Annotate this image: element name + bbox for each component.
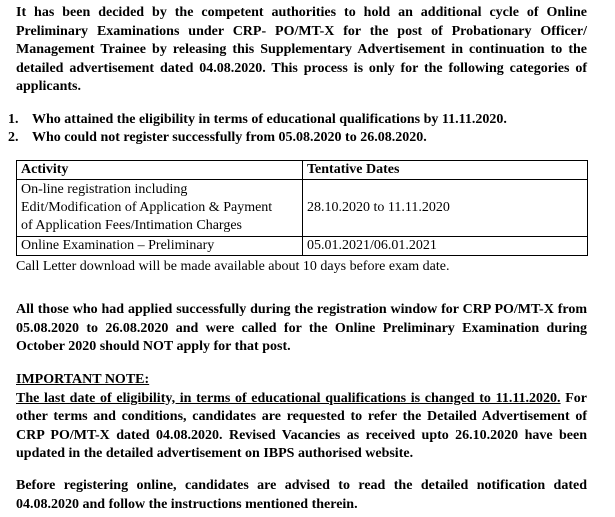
- table-header-row: [17, 161, 588, 180]
- important-note-text: For other terms and conditions, candidates are requested to refer the Detailed Advertisement of CRP PO/MT-X dated 04.08.2020. Revised Vacancies as received upto 26.10.2020 have been updated in the detailed advertisement on IBPS authorised website.: [16, 390, 588, 461]
- list-item-text: Who could not register successfully from 05.08.2020 to 26.08.2020.: [32, 130, 427, 145]
- intro-paragraph: It has been decided by the competent authorities to hold an additional cycle of Online Preliminary Examinations under CRP- PO/MT-X for the post of Probationary Officer/ Management Trainee by releasing this Supplementary Advertisement in continuation to the detailed advertisement dated 04.08.2020. This process is only for the following categories of applicants.: [16, 5, 587, 94]
- important-note: [16, 371, 587, 464]
- list-item: [8, 111, 588, 129]
- applicant-categories-list: [8, 111, 588, 147]
- applied-paragraph: All those who had applied successfully during the registration window for CRP PO/MT-X from 05.08.2020 to 26.08.2020 and were called for the Online Preliminary Examination during October 2020 should NOT apply for that post.: [16, 302, 587, 354]
- activity-line: Online Examination – Preliminary: [21, 238, 215, 253]
- call-letter-note: Call Letter download will be made available about 10 days before exam date.: [16, 259, 450, 274]
- list-item-number: 1.: [8, 112, 19, 127]
- list-item-text: Who attained the eligibility in terms of educational qualifications by 11.11.2020.: [32, 112, 507, 127]
- eligibility-date-notice: The last date of eligibility, in terms of educational qualifications is changed to 11.11.2020.: [16, 390, 561, 406]
- list-item-number: 2.: [8, 130, 19, 145]
- table-row: [17, 180, 588, 237]
- list-item: [8, 129, 588, 147]
- important-note-heading: IMPORTANT NOTE:: [16, 372, 150, 387]
- header-activity: Activity: [17, 161, 303, 180]
- table-row: [17, 237, 588, 256]
- schedule-table: [16, 160, 588, 256]
- activity-cell: [17, 180, 303, 237]
- date-cell: 05.01.2021/06.01.2021: [303, 237, 588, 256]
- activity-cell: [17, 237, 303, 256]
- before-registering-paragraph: Before registering online, candidates are advised to read the detailed notification dated 04.08.2020 and follow the instructions mentioned therein.: [16, 478, 587, 512]
- activity-line: of Application Fees/Intimation Charges: [21, 218, 242, 233]
- activity-line: On-line registration including: [21, 182, 188, 197]
- date-cell: 28.10.2020 to 11.11.2020: [303, 180, 588, 237]
- header-tentative-dates: Tentative Dates: [303, 161, 588, 180]
- activity-line: Edit/Modification of Application & Payment: [21, 200, 273, 215]
